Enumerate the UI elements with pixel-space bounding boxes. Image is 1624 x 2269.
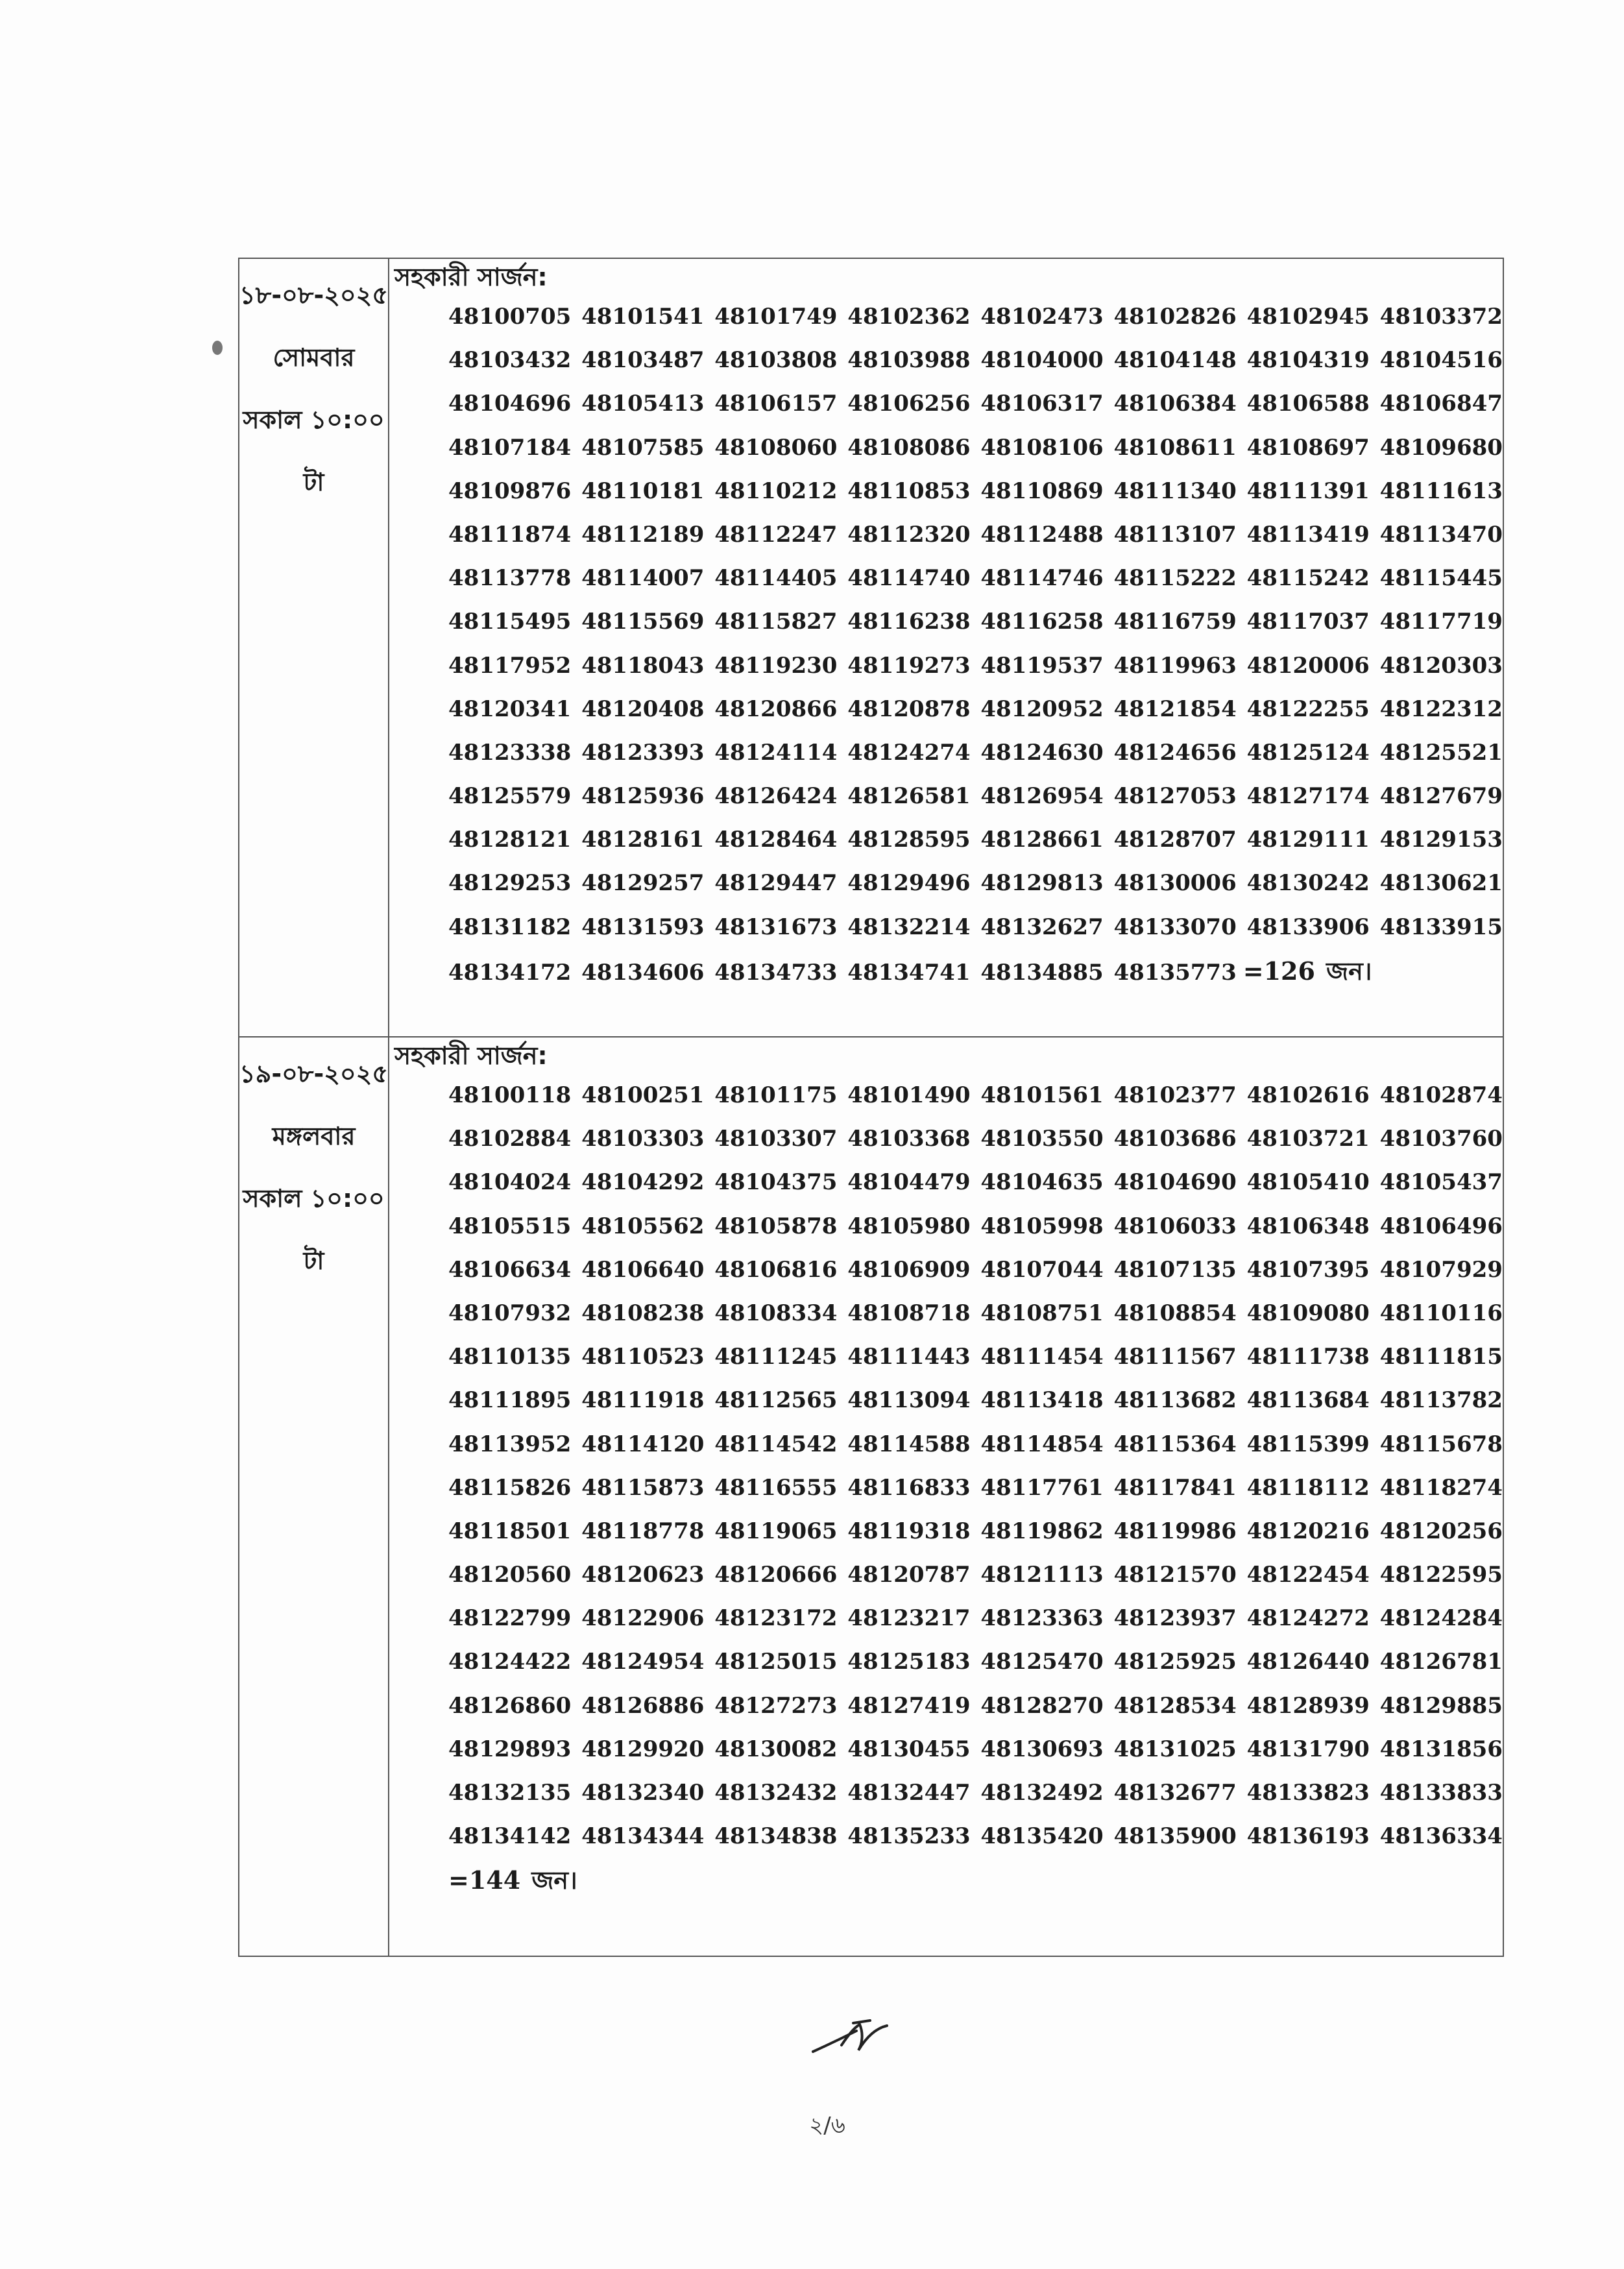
exam-day: সোমবার: [273, 343, 355, 372]
roll-line: 48128121 48128161 48128464 48128595 48128661 48128707 48129111 48129153: [448, 827, 1503, 853]
roll-cell: [389, 258, 1503, 1037]
roll-line: 48110135 48110523 48111245 48111443 48111454 48111567 48111738 48111815: [448, 1344, 1503, 1370]
roll-line: 48120341 48120408 48120866 48120878 48120952 48121854 48122255 48122312: [448, 696, 1503, 722]
roll-line: 48109876 48110181 48110212 48110853 48110869 48111340 48111391 48111613: [448, 478, 1503, 504]
exam-time: সকাল ১০:০০ টা: [243, 406, 385, 496]
roll-line: 48111874 48112189 48112247 48112320 48112488 48113107 48113419 48113470: [448, 521, 1503, 548]
roll-line: 48117952 48118043 48119230 48119273 48119537 48119963 48120006 48120303: [448, 652, 1503, 679]
total-count: =126 জন।: [1242, 956, 1372, 986]
total-count: =144 জন।: [448, 1865, 577, 1895]
roll-line: 48103432 48103487 48103808 48103988 48104000 48104148 48104319 48104516: [448, 347, 1503, 374]
schedule-row: [239, 1037, 1503, 1956]
roll-line: 48115826 48115873 48116555 48116833 48117761 48117841 48118112 48118274: [448, 1474, 1503, 1501]
roll-line: 48134172 48134606 48134733 48134741 48134885 48135773: [448, 959, 1237, 986]
roll-line: 48104024 48104292 48104375 48104479 48104635 48104690 48105410 48105437: [448, 1169, 1503, 1196]
roll-line: 48126860 48126886 48127273 48127419 48128270 48128534 48128939 48129885: [448, 1692, 1503, 1719]
roll-line: 48111895 48111918 48112565 48113094 48113418 48113682 48113684 48113782: [448, 1387, 1503, 1414]
roll-line: 48105515 48105562 48105878 48105980 48105998 48106033 48106348 48106496: [448, 1213, 1503, 1239]
roll-line: 48100705 48101541 48101749 48102362 48102473 48102826 48102945 48103372: [448, 304, 1503, 330]
margin-mark: [212, 341, 223, 355]
date-cell: [239, 258, 389, 1037]
exam-time: সকাল ১০:০০ টা: [243, 1184, 385, 1275]
roll-line-last: [448, 949, 1503, 993]
date-cell: [239, 1037, 389, 1956]
post-heading: সহকারী সার্জন:: [394, 263, 548, 291]
roll-line: 48131182 48131593 48131673 48132214 48132627 48133070 48133906 48133915: [448, 914, 1503, 940]
schedule-row: [239, 258, 1503, 1037]
roll-line: 48107932 48108238 48108334 48108718 48108751 48108854 48109080 48110116: [448, 1300, 1503, 1326]
roll-list: [448, 1074, 1503, 1902]
roll-line: 48129893 48129920 48130082 48130455 48130693 48131025 48131790 48131856: [448, 1736, 1503, 1762]
roll-line: 48104696 48105413 48106157 48106256 48106317 48106384 48106588 48106847: [448, 391, 1503, 417]
roll-line: 48129253 48129257 48129447 48129496 48129813 48130006 48130242 48130621: [448, 870, 1503, 897]
roll-line: 48124422 48124954 48125015 48125183 48125470 48125925 48126440 48126781: [448, 1649, 1503, 1675]
roll-line: 48106634 48106640 48106816 48106909 48107044 48107135 48107395 48107929: [448, 1256, 1503, 1283]
roll-line: 48107184 48107585 48108060 48108086 48108106 48108611 48108697 48109680: [448, 434, 1503, 461]
roll-line: 48122799 48122906 48123172 48123217 48123363 48123937 48124272 48124284: [448, 1605, 1503, 1632]
exam-date: ১৯-০৮-২০২৫: [239, 1060, 389, 1088]
schedule-table: [238, 258, 1504, 1957]
page-number: ২/৬: [809, 2113, 845, 2139]
roll-line: 48113952 48114120 48114542 48114588 48114854 48115364 48115399 48115678: [448, 1431, 1503, 1457]
roll-line: 48102884 48103303 48103307 48103368 48103550 48103686 48103721 48103760: [448, 1126, 1503, 1152]
roll-list: [448, 295, 1503, 993]
roll-line: 48118501 48118778 48119065 48119318 48119862 48119986 48120216 48120256: [448, 1518, 1503, 1544]
roll-line: 48132135 48132340 48132432 48132447 48132492 48132677 48133823 48133833: [448, 1780, 1503, 1806]
exam-date: ১৮-০৮-২০২৫: [239, 281, 389, 309]
post-heading: সহকারী সার্জন:: [394, 1041, 548, 1070]
total-line: [448, 1858, 1503, 1902]
roll-line: 48113778 48114007 48114405 48114740 48114746 48115222 48115242 48115445: [448, 565, 1503, 592]
roll-line: 48123338 48123393 48124114 48124274 48124630 48124656 48125124 48125521: [448, 739, 1503, 766]
roll-line: 48115495 48115569 48115827 48116238 48116258 48116759 48117037 48117719: [448, 609, 1503, 635]
roll-line: 48125579 48125936 48126424 48126581 48126954 48127053 48127174 48127679: [448, 783, 1503, 810]
roll-cell: [389, 1037, 1503, 1956]
roll-line: 48120560 48120623 48120666 48120787 48121113 48121570 48122454 48122595: [448, 1562, 1503, 1588]
roll-line: 48134142 48134344 48134838 48135233 48135420 48135900 48136193 48136334: [448, 1823, 1503, 1850]
exam-day: মঙ্গলবার: [272, 1122, 356, 1150]
signature: [808, 2011, 892, 2066]
roll-line: 48100118 48100251 48101175 48101490 48101561 48102377 48102616 48102874: [448, 1082, 1503, 1108]
